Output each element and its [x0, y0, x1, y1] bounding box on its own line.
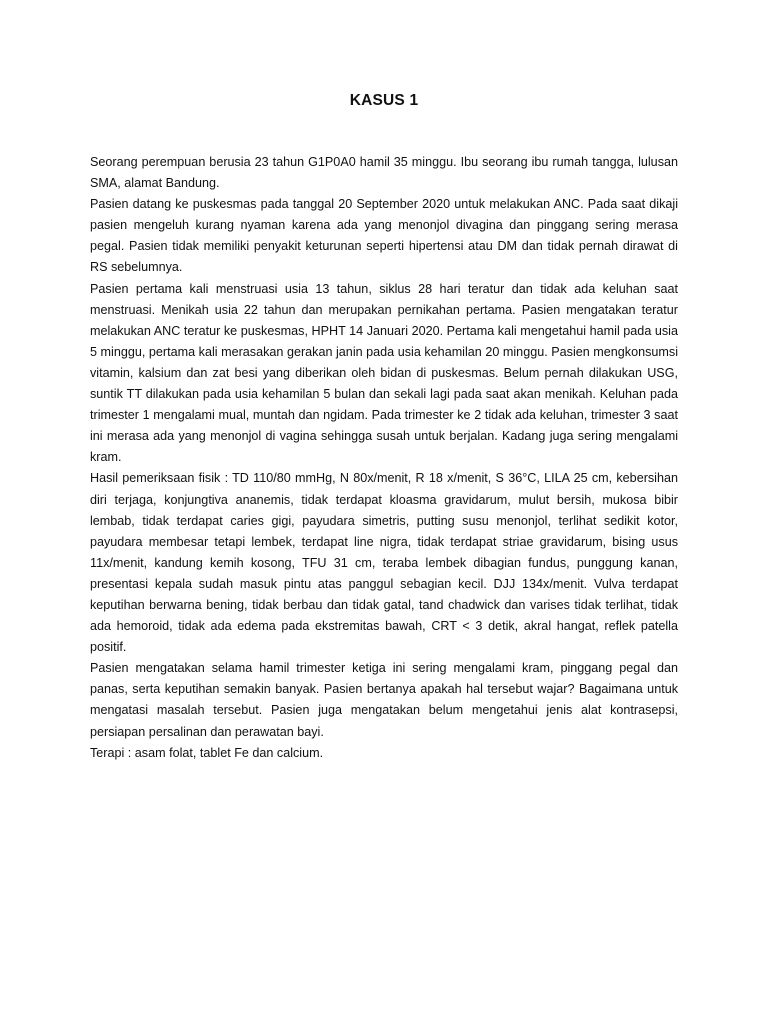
document-body — [90, 152, 678, 764]
paragraph-physical-exam: Hasil pemeriksaan fisik : TD 110/80 mmHg, N 80x/menit, R 18 x/menit, S 36°C, LILA 25 cm, kebersihan diri terjaga, konjungtiva ananemis, tidak terdapat kloasma gravidarum, mulut bersih, mukosa bibir lembab, tidak terdapat caries gigi, payudara simetris, putting susu menonjol, terlihat sedikit kotor, payudara membesar tetapi lembek, terdapat line nigra, tidak terdapat striae gravidarum, bising usus 11x/menit, kandung kemih kosong, TFU 31 cm, teraba lembek dibagian fundus, punggung kanan, presentasi kepala sudah masuk pintu atas panggul sebagian kecil. DJJ 134x/menit. Vulva terdapat keputihan berwarna bening, tidak berbau dan tidak gatal, tand chadwick dan varises tidak terlihat, tidak ada hemoroid, tidak ada edema pada ekstremitas bawah, CRT < 3 detik, akral hangat, reflek patella positif. — [90, 471, 678, 655]
paragraph-patient-concerns: Pasien mengatakan selama hamil trimester ketiga ini sering mengalami kram, pinggang pegal dan panas, serta keputihan semakin banyak. Pasien bertanya apakah hal tersebut wajar? Bagaimana untuk mengatasi masalah tersebut. Pasien juga mengatakan belum mengetahui jenis alat kontrasepsi, persiapan persalinan dan perawatan bayi. — [90, 661, 678, 739]
paragraph-patient-identity: Seorang perempuan berusia 23 tahun G1P0A0 hamil 35 minggu. Ibu seorang ibu rumah tangga, lulusan SMA, alamat Bandung. — [90, 155, 678, 191]
document-title: KASUS 1 — [349, 92, 419, 109]
paragraph-visit-complaint: Pasien datang ke puskesmas pada tanggal 20 September 2020 untuk melakukan ANC. Pada saat dikaji pasien mengeluh kurang nyaman karena ada yang menonjol divagina dan pinggang sering merasa pegal. Pasien tidak memiliki penyakit keturunan seperti hipertensi atau DM dan tidak pernah dirawat di RS sebelumnya. — [90, 197, 678, 275]
paragraph-obstetric-history: Pasien pertama kali menstruasi usia 13 tahun, siklus 28 hari teratur dan tidak ada keluhan saat menstruasi. Menikah usia 22 tahun dan merupakan pernikahan pertama. Pasien mengatakan teratur melakukan ANC teratur ke puskesmas, HPHT 14 Januari 2020. Pertama kali mengetahui hamil pada usia 5 minggu, pertama kali merasakan gerakan janin pada usia kehamilan 20 minggu. Pasien mengkonsumsi vitamin, kalsium dan zat besi yang diberikan oleh bidan di puskesmas. Belum pernah dilakukan USG, suntik TT dilakukan pada usia kehamilan 5 bulan dan sekali lagi pada saat akan menikah. Keluhan pada trimester 1 mengalami mual, muntah dan ngidam. Pada trimester ke 2 tidak ada keluhan, trimester 3 saat ini merasa ada yang menonjol di vagina sehingga susah untuk berjalan. Kadang juga sering mengalami kram. — [90, 281, 678, 465]
paragraph-therapy: Terapi : asam folat, tablet Fe dan calcium. — [90, 745, 324, 760]
